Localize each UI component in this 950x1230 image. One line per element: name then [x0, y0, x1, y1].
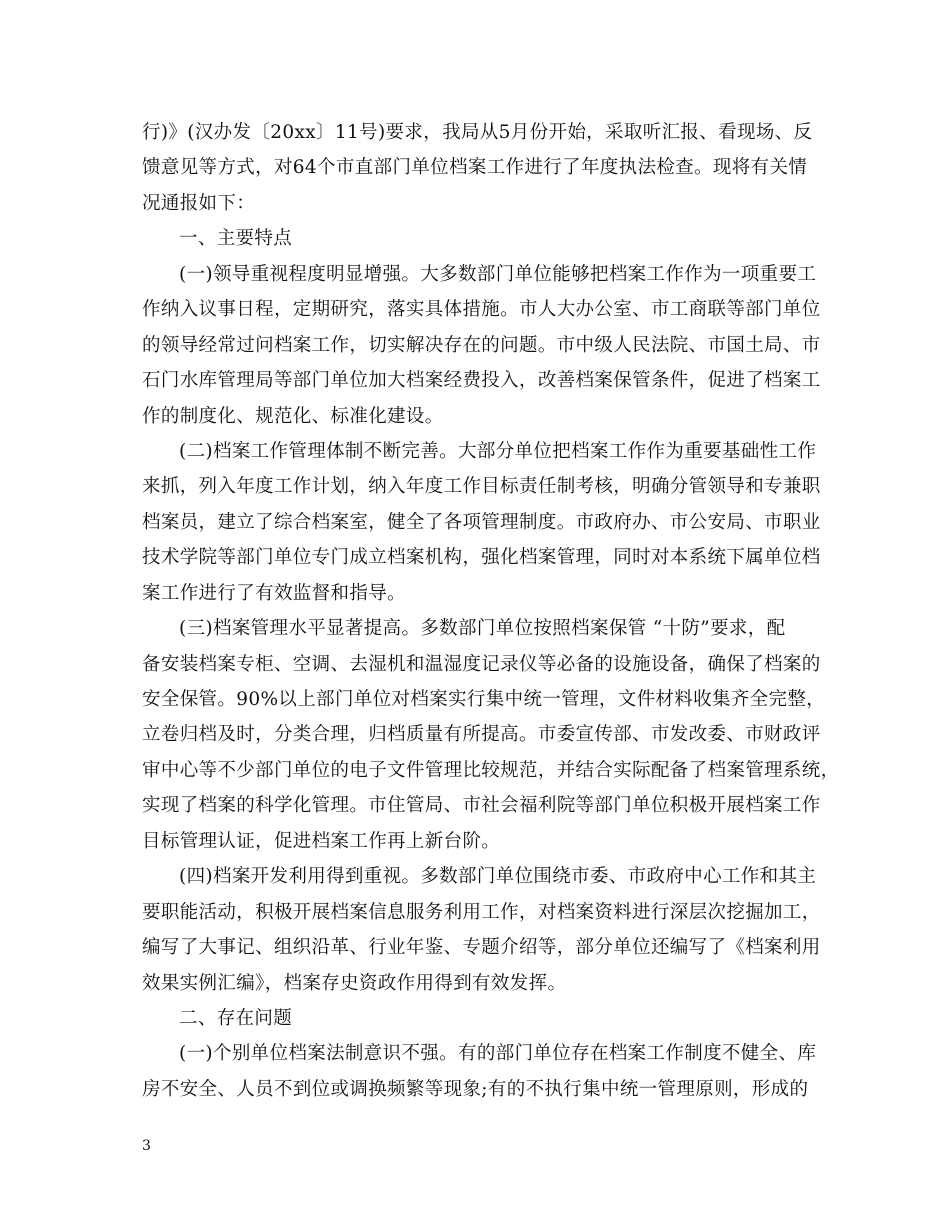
- text-line: 作纳入议事日程，定期研究，落实具体措施。市人大办公室、市工商联等部门单位: [142, 299, 821, 321]
- text-line: 作的制度化、规范化、标准化建设。: [142, 405, 444, 427]
- text-line: (三)档案管理水平显著提高。多数部门单位按照档案保管 “十防”要求，配: [179, 618, 786, 640]
- text-line: 实现了档案的科学化管理。市住管局、市社会福利院等部门单位积极开展档案工作: [142, 795, 821, 817]
- text-line: (四)档案开发利用得到重视。多数部门单位围绕市委、市政府中心工作和其主: [179, 866, 817, 888]
- text-line: 安全保管。90%以上部门单位对档案实行集中统一管理，文件材料收集齐全完整，: [142, 689, 826, 710]
- text-line: (一)领导重视程度明显增强。大多数部门单位能够把档案工作作为一项重要工: [179, 263, 817, 285]
- text-line: 审中心等不少部门单位的电子文件管理比较规范，并结合实际配备了档案管理系统，: [142, 759, 840, 781]
- text-line: 技术学院等部门单位专门成立档案机构，强化档案管理，同时对本系统下属单位档: [142, 547, 821, 569]
- text-line: 的领导经常过问档案工作，切实解决存在的问题。市中级人民法院、市国土局、市: [142, 334, 821, 356]
- text-line: 效果实例汇编》，档案存史资政作用得到有效发挥。: [142, 972, 567, 994]
- text-line: (二)档案工作管理体制不断完善。大部分单位把档案工作作为重要基础性工作: [179, 440, 817, 462]
- text-line: 备安装档案专柜、空调、去湿机和温湿度记录仪等必备的设施设备，确保了档案的: [142, 653, 821, 675]
- text-line: (一)个别单位档案法制意识不强。有的部门单位存在档案工作制度不健全、库: [179, 1043, 817, 1065]
- text-line: 编写了大事记、组织沿革、行业年鉴、专题介绍等，部分单位还编写了《档案利用: [142, 937, 821, 959]
- document-body: [142, 115, 840, 1107]
- text-line: 来抓，列入年度工作计划，纳入年度工作目标责任制考核，明确分管领导和专兼职: [142, 476, 821, 498]
- text-line: 况通报如下：: [142, 192, 256, 214]
- text-line: 石门水库管理局等部门单位加大档案经费投入，改善档案保管条件，促进了档案工: [142, 370, 821, 392]
- text-line: 要职能活动，积极开展档案信息服务利用工作，对档案资料进行深层次挖掘加工，: [142, 901, 821, 923]
- text-line: 档案员，建立了综合档案室，健全了各项管理制度。市政府办、市公安局、市职业: [142, 511, 821, 533]
- text-line: 行)》(汉办发〔20xx〕11号)要求，我局从5月份开始，采取听汇报、看现场、反: [142, 122, 813, 143]
- text-line: 立卷归档及时，分类合理，归档质量有所提高。市委宣传部、市发改委、市财政评: [142, 724, 821, 746]
- text-line: 一、主要特点: [179, 228, 293, 250]
- text-line: 案工作进行了有效监督和指导。: [142, 582, 406, 604]
- text-line: 二、存在问题: [179, 1007, 293, 1029]
- text-line: 目标管理认证，促进档案工作再上新台阶。: [142, 830, 501, 852]
- text-line: 馈意见等方式，对64个市直部门单位档案工作进行了年度执法检查。现将有关情: [142, 157, 808, 179]
- page-number: 3: [142, 1138, 151, 1154]
- text-line: 房不安全、人员不到位或调换频繁等现象;有的不执行集中统一管理原则，形成的: [142, 1078, 809, 1100]
